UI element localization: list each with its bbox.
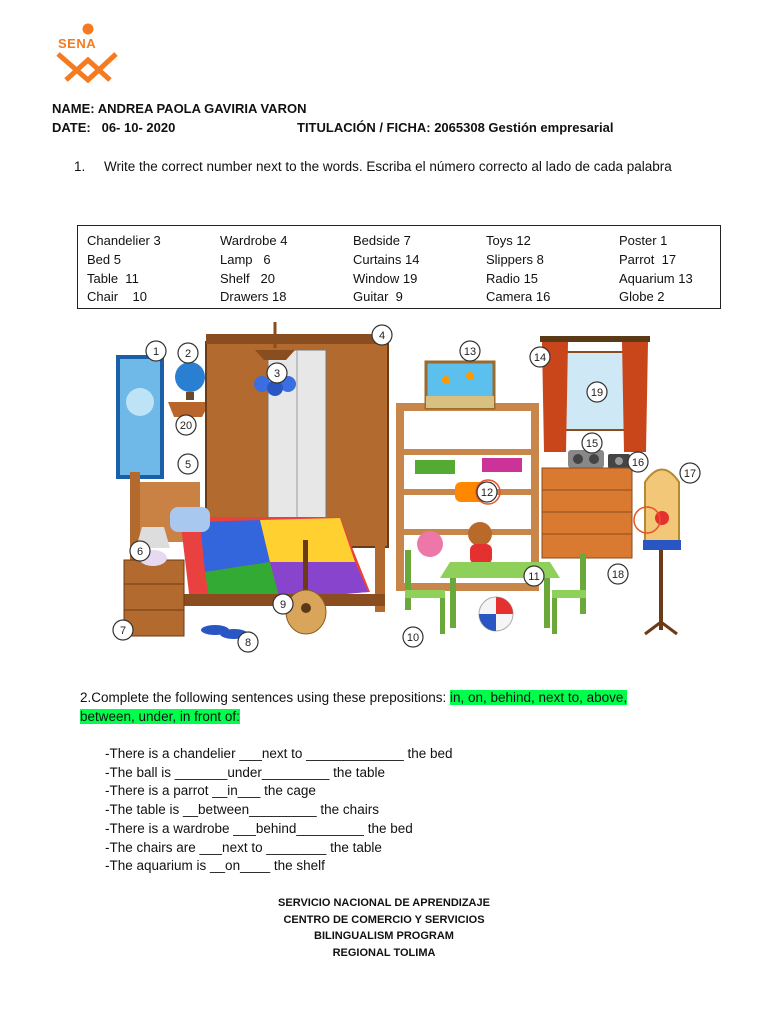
number-marker-label: 19 [590, 387, 604, 399]
sentence-line: -The chairs are ___next to ________ the table [105, 839, 382, 855]
sena-logo-icon [52, 22, 122, 84]
bedroom-scene [110, 322, 710, 654]
word-item: Bed 5 [87, 251, 121, 267]
date: DATE: 06- 10- 2020 [52, 120, 176, 135]
sentence-line: -There is a parrot __in___ the cage [105, 783, 316, 799]
word-item: Aquarium 13 [619, 270, 693, 286]
word-column-4 [486, 232, 550, 307]
footer-line: REGIONAL TOLIMA [332, 946, 436, 959]
word-item: Radio 15 [486, 270, 539, 286]
sentence-line: -The aquarium is __on____ the shelf [105, 858, 325, 874]
number-marker-label: 5 [184, 459, 192, 471]
word-item: Slippers 8 [486, 251, 544, 267]
camera-icon [608, 454, 630, 468]
word-item: Lamp 6 [220, 251, 271, 267]
toys-icon [415, 458, 522, 564]
exercise-2-text: 2.Complete the following sentences using these prepositions: [80, 690, 450, 705]
word-item: Shelf 20 [220, 270, 275, 286]
small-shelf-icon [168, 402, 210, 417]
exercise-1-number: 1. [74, 159, 86, 174]
word-column-5 [619, 232, 693, 307]
word-item: Bedside 7 [353, 233, 411, 248]
word-column-3 [353, 232, 419, 307]
number-marker-label: 9 [279, 599, 287, 611]
sentence-line: -The table is __between_________ the chairs [105, 802, 379, 818]
number-marker-label: 18 [611, 569, 625, 581]
footer [200, 895, 568, 961]
number-marker-label: 15 [585, 438, 599, 450]
number-marker-label: 16 [631, 457, 645, 469]
number-marker-label: 17 [683, 468, 697, 480]
footer-line: CENTRO DE COMERCIO Y SERVICIOS [283, 913, 485, 926]
word-item: Globe 2 [619, 289, 665, 305]
ball-icon [479, 597, 513, 631]
number-marker-label: 7 [119, 625, 127, 637]
word-item: Window 19 [353, 270, 418, 286]
radio-icon [568, 450, 604, 468]
number-marker-label: 20 [179, 420, 193, 432]
number-marker-label: 12 [480, 487, 494, 499]
number-marker-label: 4 [378, 330, 386, 342]
word-item: Table 11 [87, 270, 139, 286]
sentence-line: -There is a wardrobe ___behind_________ the bed [105, 820, 413, 836]
globe-icon [175, 362, 205, 400]
number-marker-label: 11 [528, 571, 540, 583]
word-item: Drawers 18 [220, 289, 287, 305]
exercise-2-instruction [80, 688, 680, 726]
prepositions-highlight: in, on, behind, next to, above, between, under, in front of: [80, 690, 628, 724]
word-item: Curtains 14 [353, 251, 420, 267]
bedroom-illustration [110, 322, 710, 654]
logo-text: SENA [58, 36, 97, 51]
word-item: Toys 12 [486, 233, 531, 248]
number-marker-label: 1 [152, 346, 160, 358]
number-marker-label: 2 [184, 348, 192, 360]
drawers-icon [542, 468, 632, 558]
number-marker-label: 13 [463, 346, 477, 358]
parrot-icon [655, 511, 669, 525]
sentence-line: -There is a chandelier ___next to _____________ the bed [105, 746, 453, 761]
word-bank-box [77, 225, 721, 309]
number-marker-label: 14 [533, 352, 547, 364]
bedside-icon [124, 560, 184, 636]
word-column-1 [87, 232, 161, 307]
word-item: Chandelier 3 [87, 233, 161, 248]
exercise-1-instruction [62, 158, 702, 175]
word-column-2 [220, 232, 287, 307]
word-item: Chair 10 [87, 289, 147, 305]
word-item: Parrot 17 [619, 251, 677, 267]
number-marker-label: 10 [406, 632, 420, 644]
sentences-list [105, 745, 453, 876]
student-name: NAME: ANDREA PAOLA GAVIRIA VARON [52, 101, 307, 116]
number-marker-label: 3 [273, 368, 281, 380]
poster-icon [118, 357, 162, 477]
word-item: Wardrobe 4 [220, 233, 288, 248]
word-item: Poster 1 [619, 233, 668, 248]
wardrobe-icon [206, 334, 388, 547]
word-item: Guitar 9 [353, 289, 403, 305]
footer-line: BILINGUALISM PROGRAM [314, 930, 454, 942]
sentence-line: -The ball is _______under_________ the table [105, 764, 385, 780]
number-marker-label: 8 [244, 637, 252, 649]
sena-logo [52, 22, 122, 84]
aquarium-icon [426, 362, 494, 408]
exercise-1-text: Write the correct number next to the words. Escriba el número correcto al lado de cada palabra [104, 159, 672, 174]
footer-line: SERVICIO NACIONAL DE APRENDIZAJE [278, 897, 490, 909]
number-marker-label: 6 [136, 546, 144, 558]
parrot-cage-icon [643, 470, 681, 635]
word-item: Camera 16 [486, 289, 551, 305]
titulacion: TITULACIÓN / FICHA: 2065308 Gestión empresarial [297, 120, 614, 135]
